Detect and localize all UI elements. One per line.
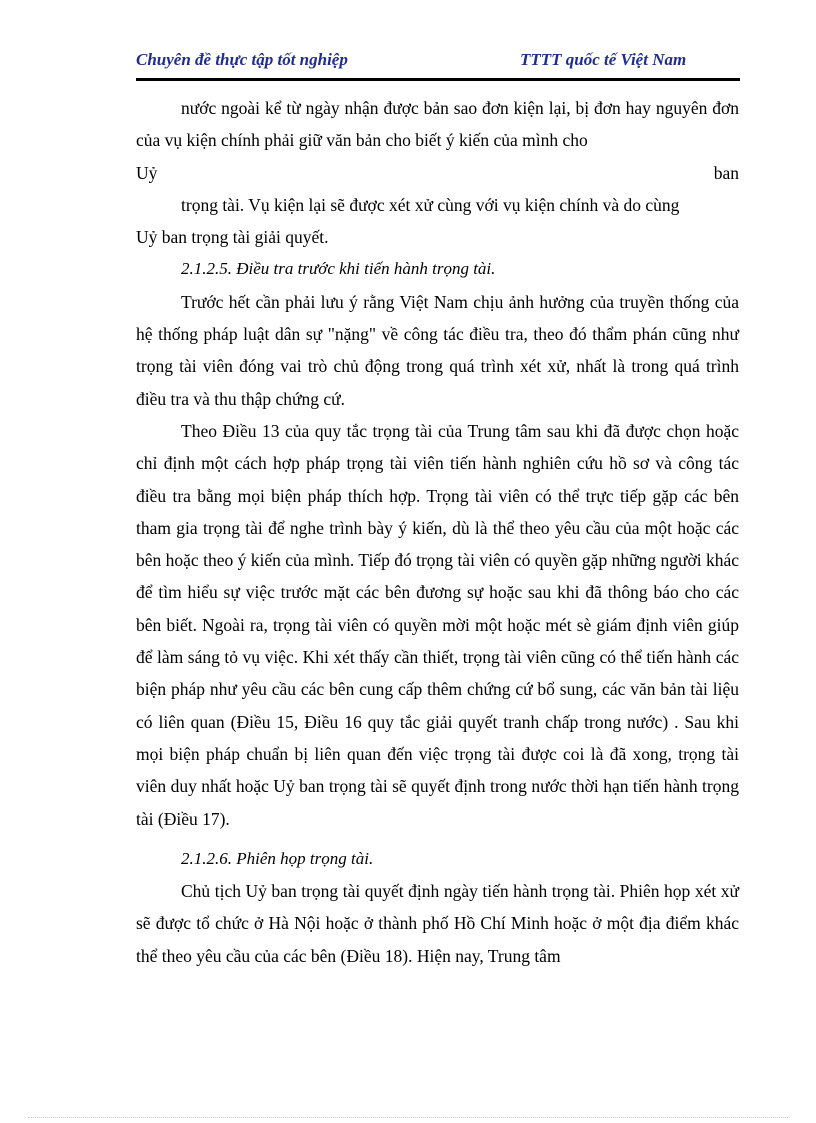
paragraph-2-continuation: Uỷ ban trọng tài giải quyết. (136, 227, 329, 248)
word-ban: ban (713, 162, 739, 183)
header-right-title: TTTT quốc tế Việt Nam (520, 50, 687, 69)
section-heading-2-1-2-6: 2.1.2.6. Phiên họp trọng tài. (181, 848, 374, 868)
paragraph-3: Trước hết cần phải lưu ý rằng Việt Nam chịu ảnh hưởng của truyền thống của hệ thống pháp luật dân sự "nặng" về công tác điều tra, theo đó thẩm phán cũng như trọng tài viên đóng vai trò chủ động trong quá trình xét xử, nhất là trong quá trình điều tra và thu thập chứng cứ. (136, 291, 739, 409)
header-rule (136, 78, 740, 81)
word-uy: Uỷ (136, 162, 158, 183)
footer-dotted-line (28, 1117, 788, 1118)
section-heading-2-1-2-5: 2.1.2.5. Điều tra trước khi tiến hành trọng tài. (181, 259, 496, 279)
paragraph-1-tail (136, 157, 739, 189)
document-body (136, 92, 739, 972)
paragraph-5: Chủ tịch Uỷ ban trọng tài quyết định ngày tiến hành trọng tài. Phiên họp xét xử sẽ được tổ chức ở Hà Nội hoặc ở thành phố Hồ Chí Minh hoặc ở một địa điểm khác thể theo yêu cầu của các bên (Điều 18). Hiện nay, Trung tâm (136, 881, 739, 966)
paragraph-2: trọng tài. Vụ kiện lại sẽ được xét xử cùng với vụ kiện chính và do cùng (181, 194, 680, 215)
paragraph-4: Theo Điều 13 của quy tắc trọng tài của Trung tâm sau khi đã được chọn hoặc chỉ định một cách hợp pháp trọng tài viên tiến hành nghiên cứu hồ sơ và công tác điều tra bằng mọi biện pháp thích hợp. Trọng tài viên có thể trực tiếp gặp các bên tham gia trọng tài để nghe trình bày ý kiến, dù là thể theo yêu cầu của một hoặc các bên hoặc theo ý kiến của mình. Tiếp đó trọng tài viên có quyền gặp những người khác để tìm hiểu sự việc trước mặt các bên đương sự hoặc sau khi đã thông báo cho các bên biết. Ngoài ra, trọng tài viên có quyền mời một hoặc mét sè giám định viên giúp để làm sáng tỏ vụ việc. Khi xét thấy cần thiết, trọng tài viên cũng có thể tiến hành các biện pháp như yêu cầu các bên cung cấp thêm chứng cứ bổ sung, các văn bản tài liệu có liên quan (Điều 15, Điều 16 quy tắc giải quyết tranh chấp trong nước) . Sau khi mọi biện pháp chuẩn bị liên quan đến việc trọng tài được coi là đã xong, trọng tài viên duy nhất hoặc Uỷ ban trọng tài sẽ quyết định trong nước thời hạn tiến hành trọng tài (Điều 17). (136, 420, 739, 829)
page-header (136, 48, 740, 74)
paragraph-1: nước ngoài kể từ ngày nhận được bản sao đơn kiện lại, bị đơn hay nguyên đơn của vụ kiện chính phải giữ văn bản cho biết ý kiến của mình cho (136, 98, 739, 151)
header-left-title: Chuyên đề thực tập tốt nghiệp (136, 50, 348, 69)
